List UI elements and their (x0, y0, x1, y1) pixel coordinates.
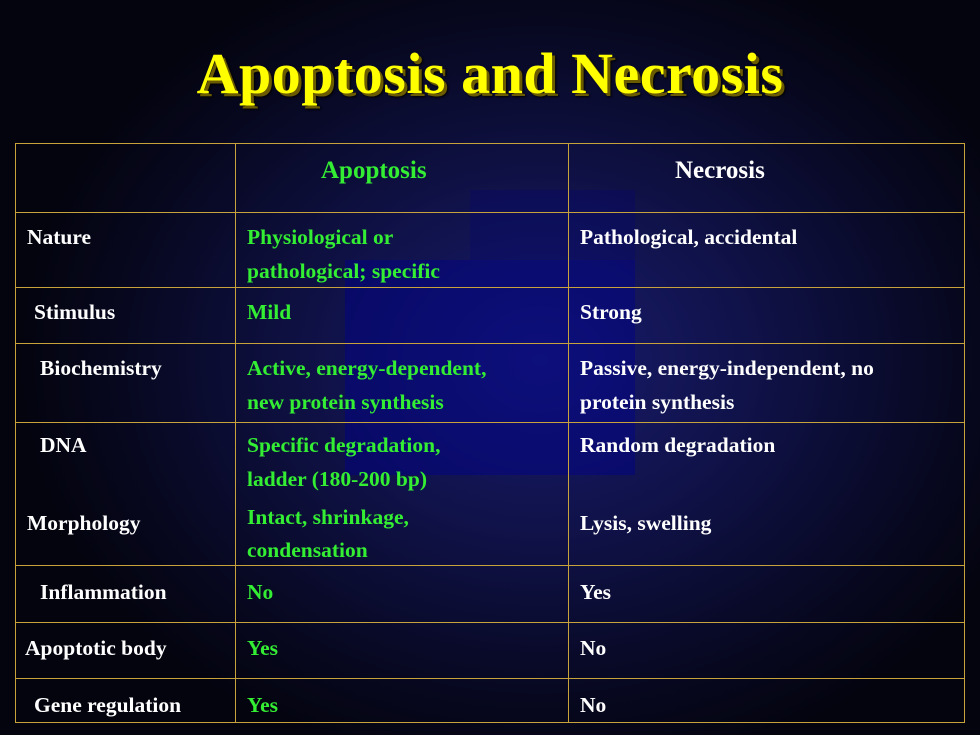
slide-title: Apoptosis and Necrosis (196, 41, 784, 106)
necrosis-morphology: Lysis, swelling (580, 511, 712, 535)
feature-nature: Nature (27, 225, 92, 249)
table-border-right (964, 143, 965, 723)
column-divider (568, 143, 569, 723)
feature-biochemistry: Biochemistry (40, 356, 162, 380)
apoptosis-stimulus: Mild (247, 300, 292, 324)
necrosis-biochemistry-line2: protein synthesis (580, 390, 735, 414)
row-divider (15, 212, 965, 213)
feature-morphology: Morphology (27, 511, 141, 535)
apoptosis-dna-line1: Specific degradation, (247, 433, 441, 457)
apoptosis-biochemistry-line1: Active, energy-dependent, (247, 356, 487, 380)
apoptosis-gene-regulation: Yes (247, 693, 279, 717)
necrosis-dna: Random degradation (580, 433, 776, 457)
table-border-left (15, 143, 16, 723)
row-divider (15, 565, 965, 566)
necrosis-stimulus: Strong (580, 300, 642, 324)
necrosis-apoptotic-body: No (580, 636, 607, 660)
table-border-top (15, 143, 965, 144)
row-divider (15, 422, 965, 423)
row-divider (15, 287, 965, 288)
necrosis-inflammation: Yes (580, 580, 612, 604)
necrosis-nature: Pathological, accidental (580, 225, 798, 249)
apoptosis-nature-line1: Physiological or (247, 225, 394, 249)
apoptosis-inflammation: No (247, 580, 274, 604)
apoptosis-dna-line2: ladder (180-200 bp) (247, 467, 427, 491)
apoptosis-biochemistry-line2: new protein synthesis (247, 390, 444, 414)
feature-apoptotic-body: Apoptotic body (25, 636, 167, 660)
row-divider (15, 678, 965, 679)
apoptosis-apoptotic-body: Yes (247, 636, 279, 660)
header-necrosis: Necrosis (675, 157, 765, 184)
feature-inflammation: Inflammation (40, 580, 167, 604)
feature-dna: DNA (40, 433, 87, 457)
feature-gene-regulation: Gene regulation (34, 693, 182, 717)
apoptosis-nature-line2: pathological; specific (247, 259, 440, 283)
feature-stimulus: Stimulus (34, 300, 116, 324)
row-divider (15, 343, 965, 344)
necrosis-biochemistry-line1: Passive, energy-independent, no (580, 356, 874, 380)
header-apoptosis: Apoptosis (321, 157, 427, 184)
necrosis-gene-regulation: No (580, 693, 607, 717)
comparison-table (15, 143, 965, 723)
row-divider (15, 622, 965, 623)
apoptosis-morphology-line1: Intact, shrinkage, (247, 505, 409, 529)
table-border-bottom (15, 722, 965, 723)
column-divider (235, 143, 236, 723)
apoptosis-morphology-line2: condensation (247, 538, 368, 562)
